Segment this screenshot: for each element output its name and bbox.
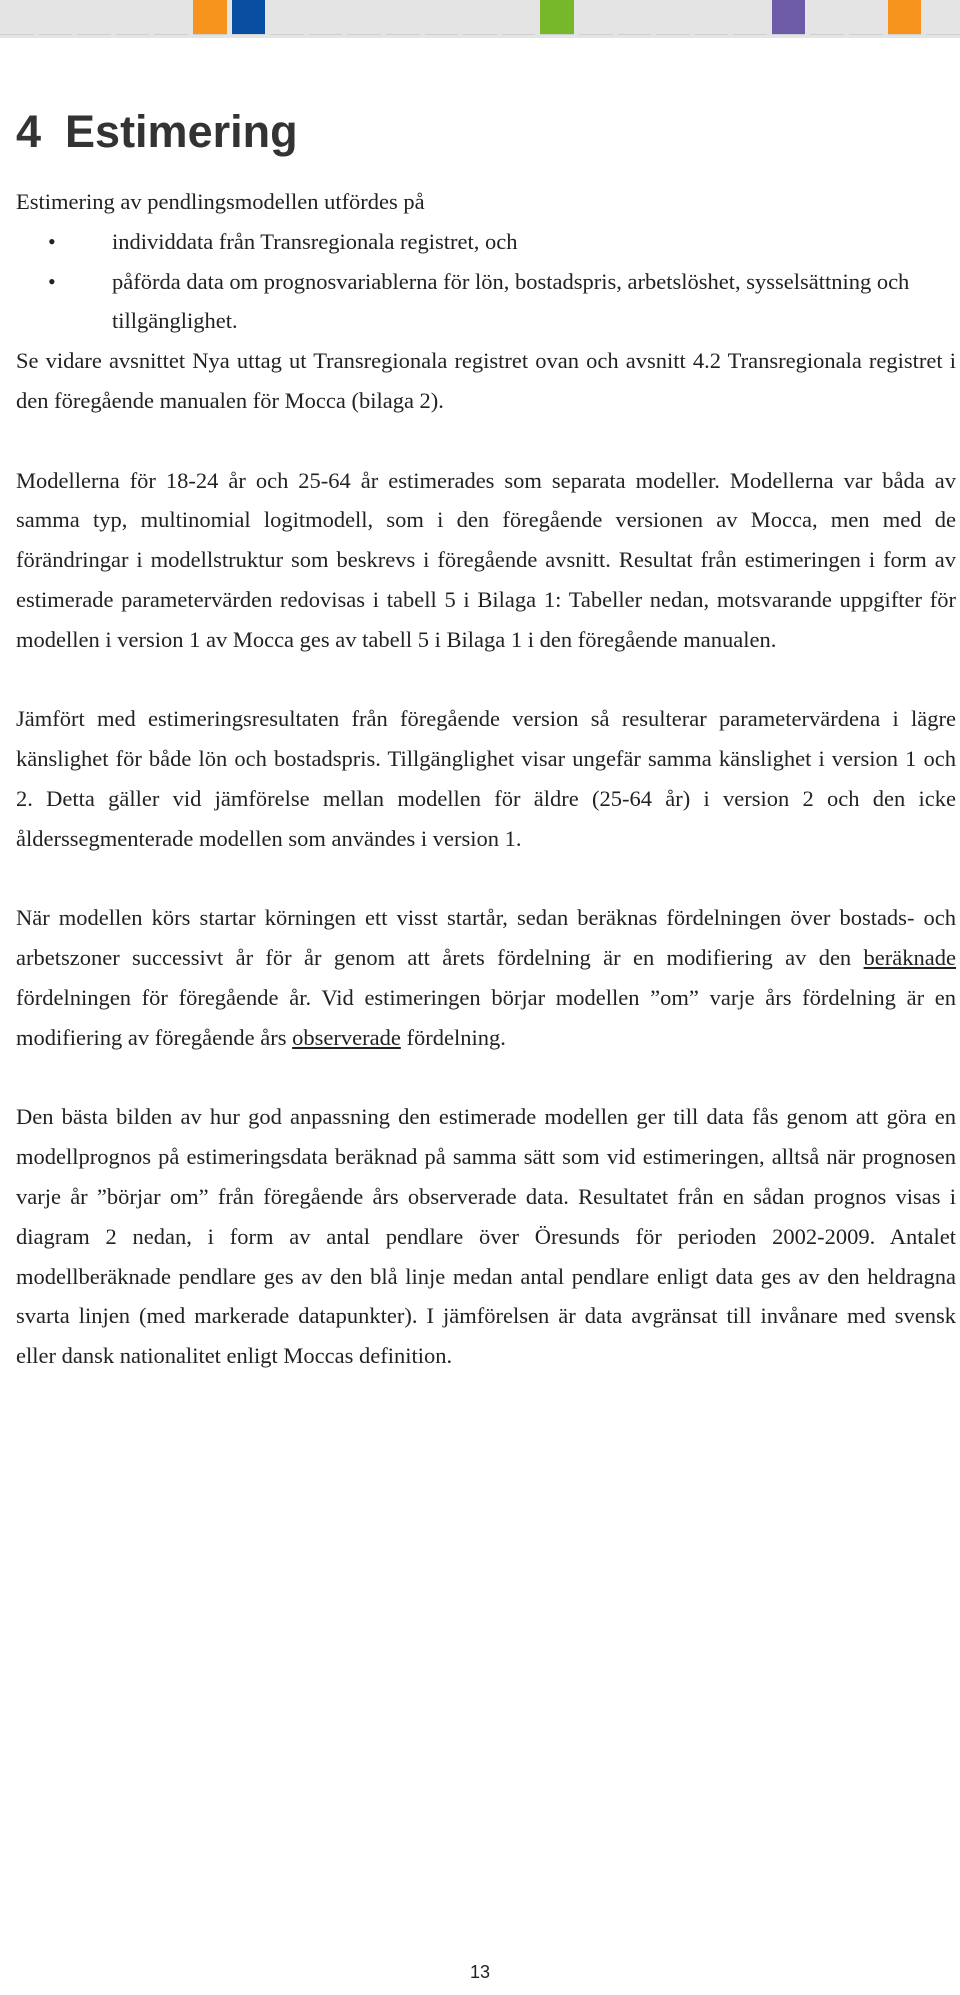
strip-block	[502, 0, 536, 35]
strip-block-purple	[772, 0, 806, 35]
header-color-strip	[0, 0, 960, 38]
strip-block-orange	[193, 0, 227, 35]
page-number: 13	[469, 1962, 491, 1982]
strip-block	[39, 0, 73, 35]
strip-block	[695, 0, 729, 35]
strip-block	[386, 0, 420, 35]
document-body	[16, 104, 956, 1376]
strip-block-blue	[232, 0, 266, 35]
strip-block	[0, 0, 34, 35]
strip-block-green	[540, 0, 574, 35]
strip-block	[463, 0, 497, 35]
strip-block	[810, 0, 844, 35]
bullet-item: • individdata från Transregionala registret, och	[112, 222, 956, 262]
strip-block	[309, 0, 343, 35]
underlined-word: observerade	[292, 1024, 401, 1050]
strip-block	[618, 0, 652, 35]
strip-block	[270, 0, 304, 35]
paragraph-models: Modellerna för 18-24 år och 25-64 år estimerades som separata modeller. Modellerna var båda av samma typ, multinomial logitmodell, som i den föregående versionen av Mocca, men med de förändringar i modellstruktur som beskrevs i föregående avsnitt. Resultat från estimeringen i form av estimerade parametervärden redovisas i tabell 5 i Bilaga 1: Tabeller nedan, motsvarande uppgifter för modellen i version 1 av Mocca ges av tabell 5 i Bilaga 1 i den föregående manualen.	[16, 467, 956, 652]
strip-block	[926, 0, 960, 35]
bullet-item: • påförda data om prognosvariablerna för lön, bostadspris, arbetslöshet, sysselsättning och tillgänglighet.	[112, 262, 956, 342]
intro-bullet-list	[16, 222, 956, 341]
text-span: När modellen körs startar körningen ett visst startår, sedan beräknas fördelningen över bostads- och arbetszoner successivt år för år genom att årets fördelning är en modifiering av den	[16, 905, 956, 971]
paragraph-model-fit: Den bästa bilden av hur god anpassning den estimerade modellen ger till data fås genom att göra en modellprognos på estimeringsdata beräknad på samma sätt som vid estimeringen, alltså när prognosen varje år ”börjar om” från föregående års observerade data. Resultatet från en sådan prognos visas i diagram 2 nedan, i form av antal pendlare över Öresunds för perioden 2002-2009. Antalet modellberäknade pendlare ges av den blå linje medan antal pendlare enligt data ges av den heldragna svarta linjen (med markerade datapunkter). I jämförelsen är data avgränsat till invånare med svensk eller dansk nationalitet enligt Moccas definition.	[16, 1104, 956, 1369]
intro-lead: Estimering av pendlingsmodellen utfördes på	[16, 189, 425, 214]
paragraph-comparison: Jämfört med estimeringsresultaten från föregående version så resulterar parametervärdena i lägre känslighet för både lön och bostadspris. Tillgänglighet visar ungefär samma känslighet i version 1 och 2. Detta gäller vid jämförelse mellan modellen för äldre (25-64 år) i version 2 och den icke ålderssegmenterade modellen som användes i version 1.	[16, 706, 956, 851]
text-span: fördelningen för föregående år. Vid estimeringen börjar modellen ”om” varje års fördelning är en modifiering av föregående års	[16, 984, 956, 1050]
section-title: Estimering	[65, 106, 298, 157]
strip-block	[656, 0, 690, 35]
strip-block	[425, 0, 459, 35]
paragraph-model-run	[16, 898, 956, 1057]
strip-block	[579, 0, 613, 35]
underlined-word: beräknade	[863, 945, 956, 971]
intro-reference: Se vidare avsnittet Nya uttag ut Transregionala registret ovan och avsnitt 4.2 Transregionala registret i den föregående manualen för Mocca (bilaga 2).	[16, 348, 956, 413]
strip-block	[733, 0, 767, 35]
text-span: fördelning.	[400, 1024, 506, 1050]
strip-block	[154, 0, 188, 35]
strip-block	[77, 0, 111, 35]
section-number: 4	[16, 106, 42, 157]
strip-block	[116, 0, 150, 35]
strip-block	[849, 0, 883, 35]
section-heading	[16, 104, 956, 160]
strip-block	[347, 0, 381, 35]
strip-block-orange	[888, 0, 922, 35]
